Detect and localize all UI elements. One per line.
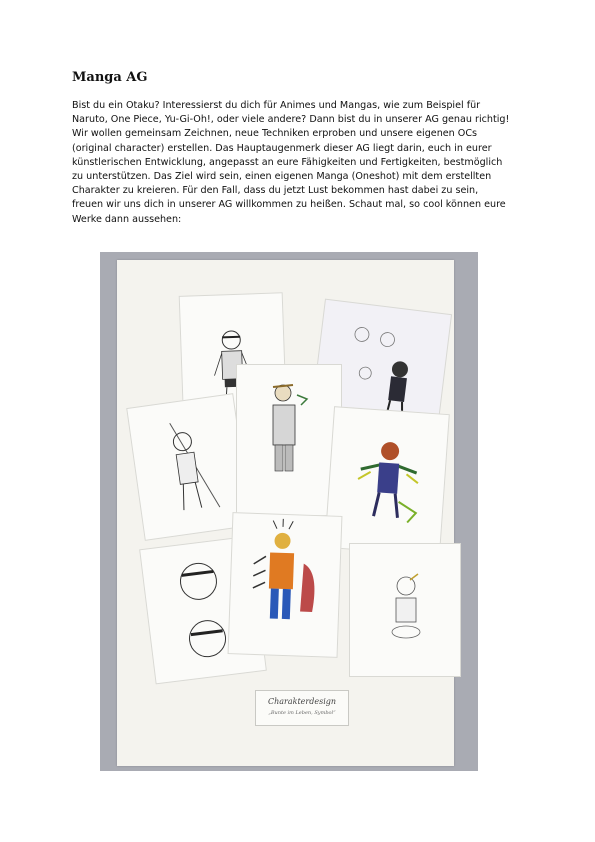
paragraph-line: freuen wir uns dich in unserer AG willkommen zu heißen. Schaut mal, so cool können eure [72, 199, 506, 211]
paragraph-line: Bist du ein Otaku? Interessierst du dich für Animes und Mangas, wie zum Beispiel für [72, 100, 481, 111]
paragraph-line: Wir wollen gemeinsam Zeichnen, neue Techniken erproben und unsere eigenen OCs [72, 128, 478, 140]
paragraph-line: Werke dann aussehen: [72, 213, 182, 225]
paragraph-line: zu unterstützen. Das Ziel wird sein, einen eigenen Manga (Oneshot) mit dem erstellten [72, 171, 492, 183]
poster-photo [100, 252, 478, 771]
intro-paragraph [72, 99, 524, 227]
drawing-sheet [324, 406, 450, 556]
drawing-sheet [228, 512, 343, 658]
caption-subtitle: „Bunte im Leben, Symbol“ [268, 710, 336, 716]
paragraph-line: künstlerischen Entwicklung, angepasst an eure Fähigkeiten und Fertigkeiten, bestmöglich [72, 156, 503, 168]
page-title: Manga AG [72, 70, 148, 85]
paragraph-line: Naruto, One Piece, Yu-Gi-Oh!, oder viele andere? Dann bist du in unserer AG genau richtig! [72, 114, 510, 126]
caption-card [255, 690, 349, 726]
paragraph-line: (original character) erstellen. Das Hauptaugenmerk dieser AG liegt darin, euch in eurer [72, 142, 492, 154]
character-drawing [237, 365, 341, 515]
drawing-sheet [349, 543, 461, 677]
character-drawing [350, 544, 460, 676]
character-drawing [229, 513, 342, 657]
poster-board [117, 260, 454, 766]
caption-title: Charakterdesign [267, 697, 337, 706]
drawing-sheet [236, 364, 342, 516]
character-drawing [325, 407, 448, 555]
paragraph-line: Charakter zu kreieren. Für den Fall, dass du jetzt Lust bekommen hast dabei zu sein, [72, 185, 479, 197]
